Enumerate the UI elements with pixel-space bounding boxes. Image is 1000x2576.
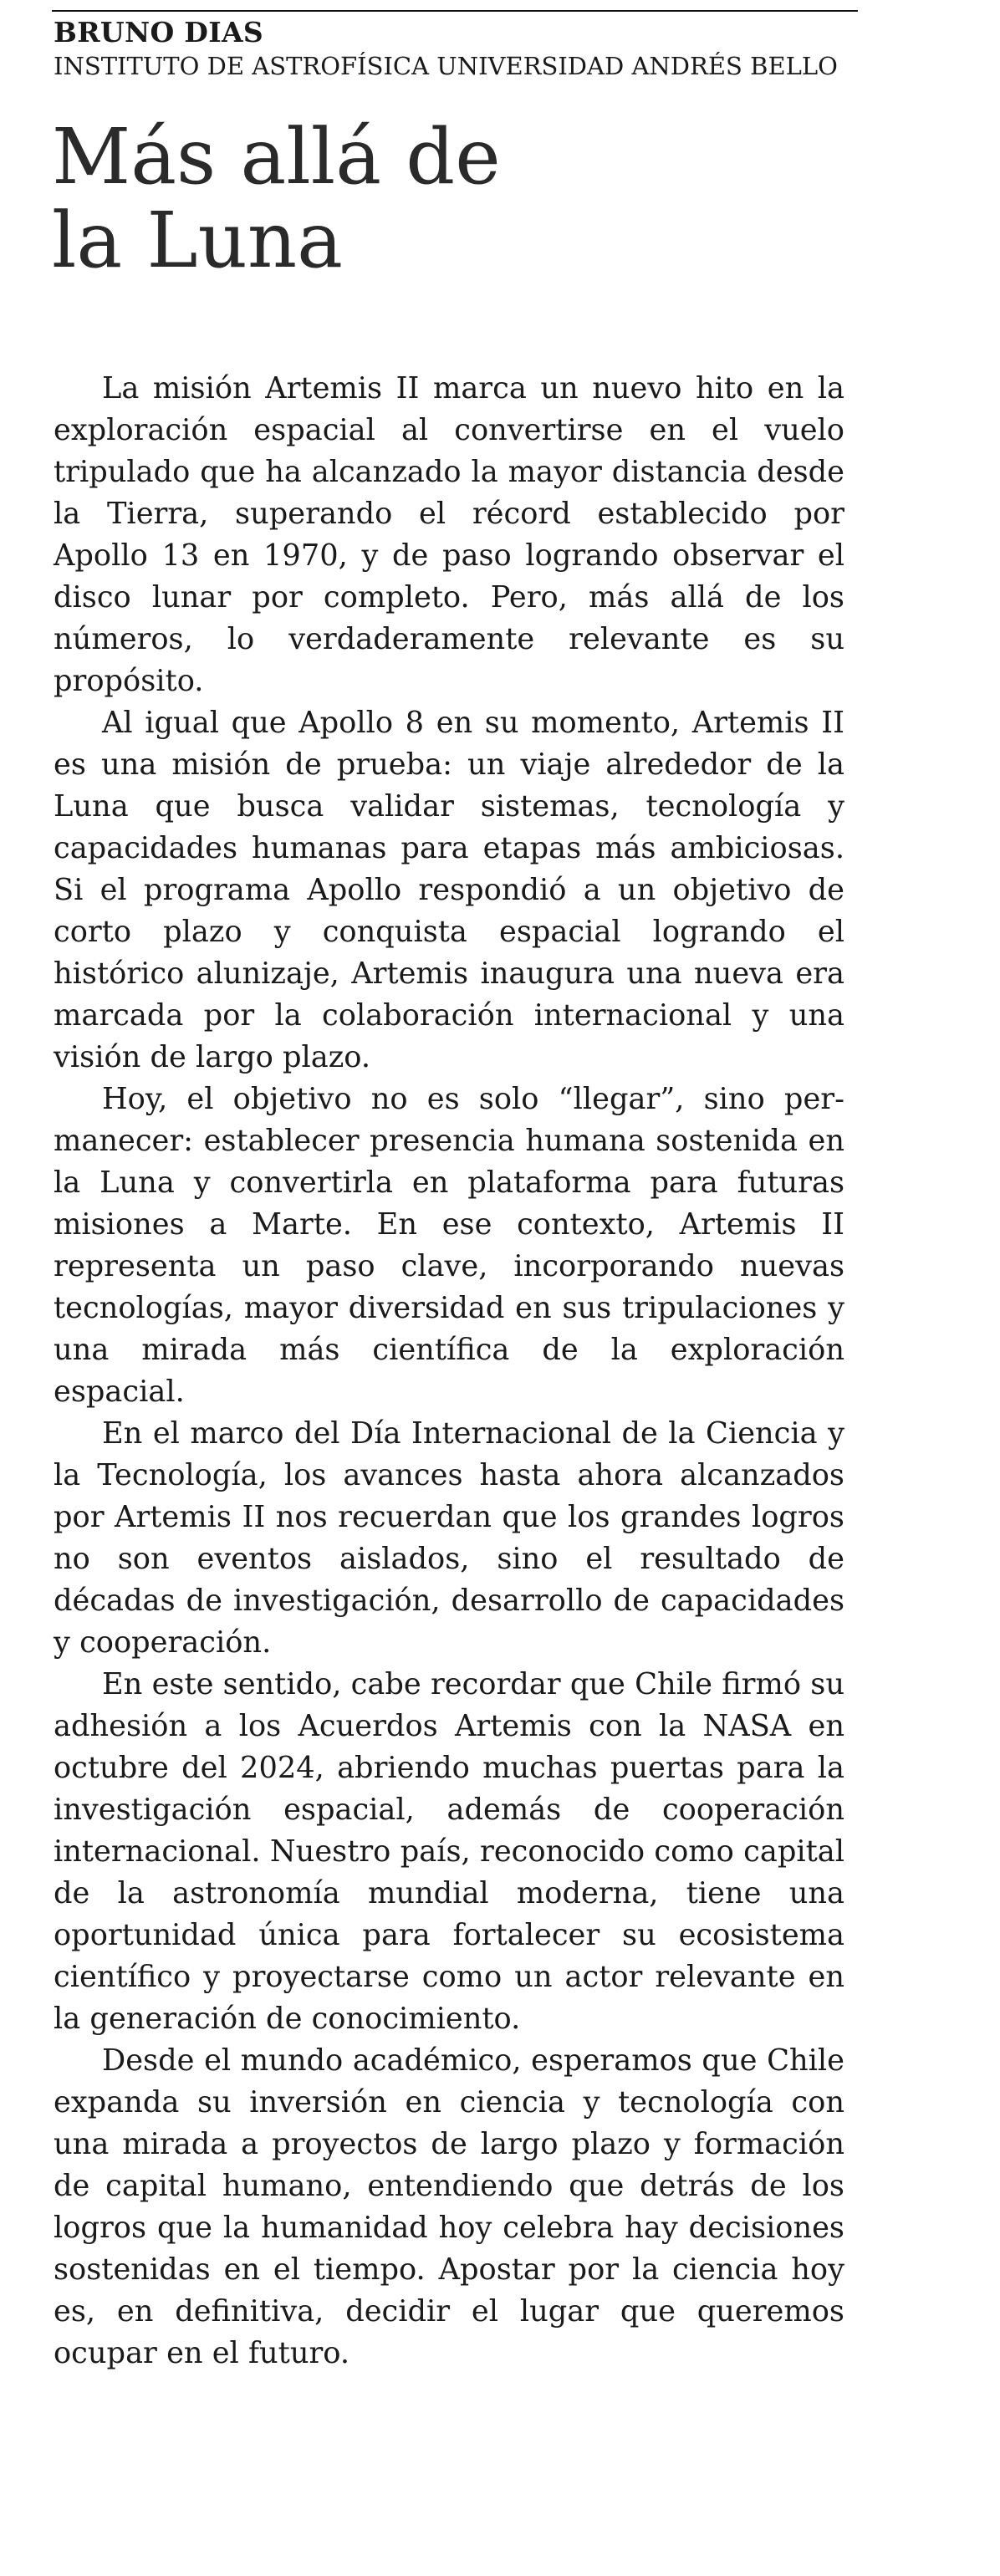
article-body [54, 368, 844, 2375]
top-divider [52, 10, 858, 12]
article-headline [52, 112, 855, 285]
headline-line-2: la Luna [52, 196, 343, 285]
paragraph: En este sentido, cabe recordar que Chile firmó su adhesión a los Acuerdos Artemis con la NASA en octubre del 2024, abriendo muchas puertas para la investigación espacial, además de cooperación internacional. Nuestro país, reconocido como capital de la astronomía mundial moderna, tiene una oportunidad única para fortalecer su ecosistema científico y proyectarse como un actor relevante en la generación de conocimiento. [54, 1667, 844, 2036]
paragraph: Hoy, el objetivo no es solo “llegar”, sino permanecer: establecer presencia humana sostenida en la Luna y convertirla en plataforma para futuras misiones a Marte. En ese contexto, Artemis II representa un paso clave, incorporando nuevas tecnologías, mayor diversidad en sus tripulaciones y una mirada más científica de la exploración espacial. [54, 1082, 844, 1409]
paragraph: La misión Artemis II marca un nuevo hito en la exploración espacial al convertirse en el vuelo tripulado que ha alcanzado la mayor distancia desde la Tierra, superando el récord establecido por Apollo 13 en 1970, y de paso logrando observar el disco lunar por completo. Pero, más allá de los números, lo verdaderamente relevante es su propósito. [54, 371, 844, 698]
author-affiliation: INSTITUTO DE ASTROFÍSICA UNIVERSIDAD ANDRÉS BELLO [54, 52, 838, 80]
paragraph: Al igual que Apollo 8 en su momento, Artemis II es una misión de prueba: un viaje alrededor de la Luna que busca validar sistemas, tecnología y capacidades humanas para etapas más ambiciosas. Si el programa Apollo respondió a un objetivo de corto plazo y conquista espacial logrando el histórico alunizaje, Artemis inaugura una nueva era marcada por la colaboración internacional y una visión de largo plazo. [54, 706, 844, 1074]
paragraph: Desde el mundo académico, esperamos que Chile expanda su inversión en ciencia y tecnología con una mirada a proyectos de largo plazo y formación de capital humano, entendiendo que detrás de los logros que la humanidad hoy celebra hay decisiones sostenidas en el tiempo. Apostar por la ciencia hoy es, en definitiva, decidir el lugar que queremos ocupar en el futuro. [54, 2043, 844, 2370]
paragraph: En el marco del Día Internacional de la Ciencia y la Tecnología, los avances hasta ahora alcanzados por Artemis II nos recuerdan que los grandes logros no son eventos aislados, sino el resultado de décadas de investigación, desarrollo de capacidades y cooperación. [54, 1416, 844, 1660]
byline [54, 17, 856, 84]
author-name: BRUNO DIAS [54, 16, 263, 48]
headline-line-1: Más allá de [52, 112, 501, 201]
